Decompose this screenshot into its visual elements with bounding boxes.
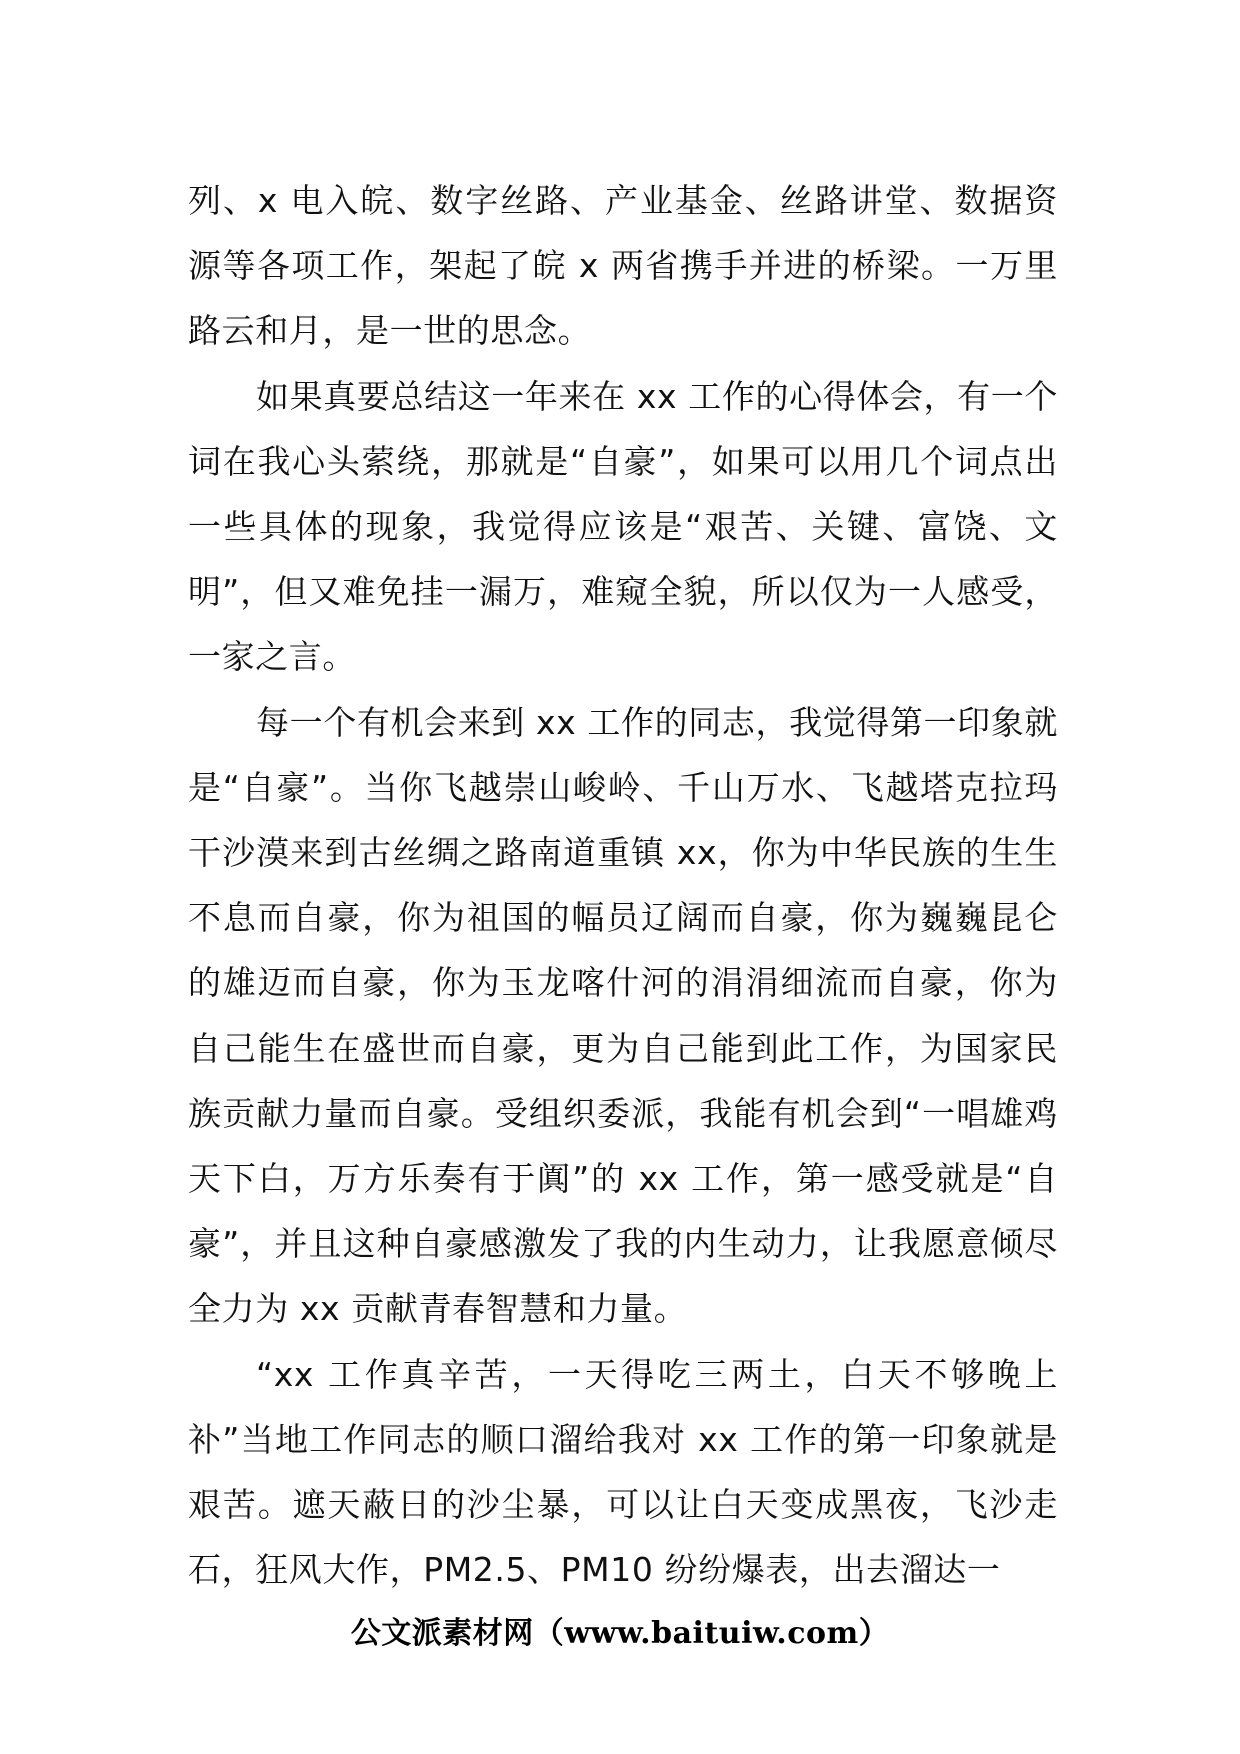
page-footer-watermark: 公文派素材网（www.baituiw.com） [350,1616,890,1651]
paragraph-2: 如果真要总结这一年来在 xx 工作的心得体会，有一个词在我心头萦绕，那就是“自豪”，如果可以用几个词点出一些具体的现象，我觉得应该是“艰苦、关键、富饶、文明”，但又难免挂一漏万，难窥全貌，所以仅为一人感受，一家之言。 [188,376,1058,677]
paragraph-1: 列、x 电入皖、数字丝路、产业基金、丝路讲堂、数据资源等各项工作，架起了皖 x 两省携手并进的桥梁。一万里路云和月，是一世的思念。 [188,181,1058,351]
paragraph-4: “xx 工作真辛苦，一天得吃三两土，白天不够晚上补”当地工作同志的顺口溜给我对 xx 工作的第一印象就是艰苦。遮天蔽日的沙尘暴，可以让白天变成黑夜，飞沙走石，狂风大作，PM2.5、PM10 纷纷爆表，出去溜达一 [188,1354,1058,1590]
document-body [188,168,1058,1602]
paragraph-3: 每一个有机会来到 xx 工作的同志，我觉得第一印象就是“自豪”。当你飞越崇山峻岭、千山万水、飞越塔克拉玛干沙漠来到古丝绸之路南道重镇 xx，你为中华民族的生生不息而自豪，你为祖国的幅员辽阔而自豪，你为巍巍昆仑的雄迈而自豪，你为玉龙喀什河的涓涓细流而自豪，你为自己能生在盛世而自豪，更为自己能到此工作，为国家民族贡献力量而自豪。受组织委派，我能有机会到“一唱雄鸡天下白，万方乐奏有于阗”的 xx 工作，第一感受就是“自豪”，并且这种自豪感激发了我的内生动力，让我愿意倾尽全力为 xx 贡献青春智慧和力量。 [188,702,1058,1329]
